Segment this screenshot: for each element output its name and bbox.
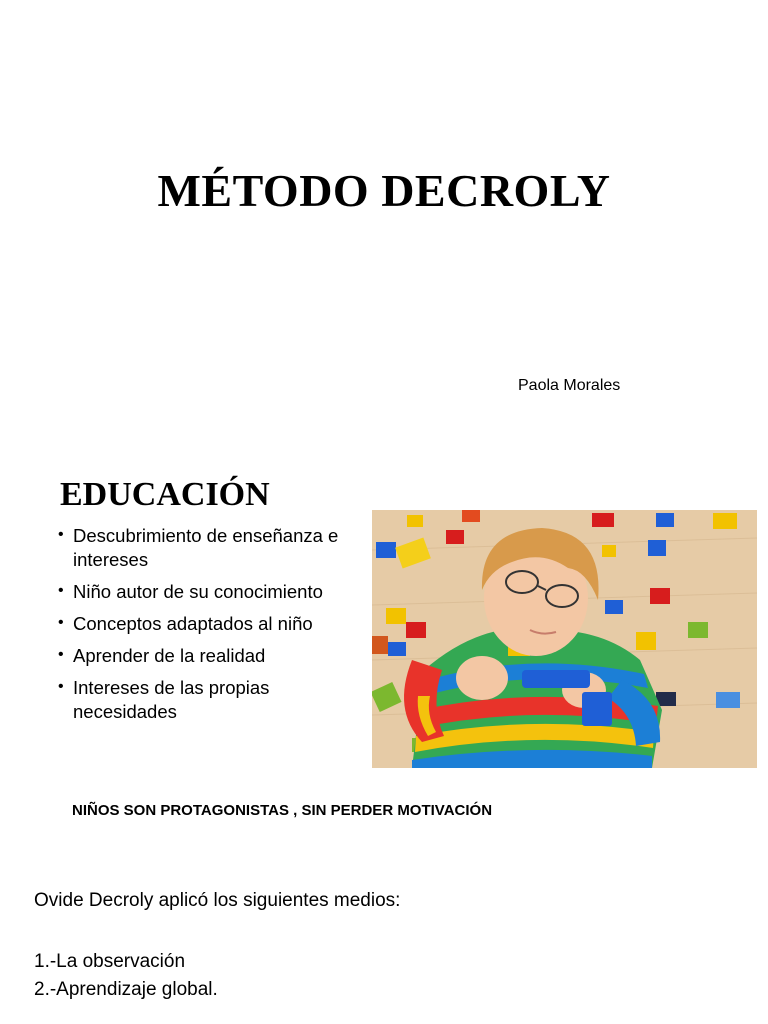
bullet-item: • Descubrimiento de enseñanza e intereses: [58, 524, 363, 572]
photo-illustration: [372, 510, 757, 768]
tagline: NIÑOS SON PROTAGONISTAS , SIN PERDER MOTIVACIÓN: [72, 802, 493, 819]
education-bullet-list: [58, 524, 363, 732]
bullet-item: • Aprender de la realidad: [58, 644, 363, 668]
bullet-item: • Niño autor de su conocimiento: [58, 580, 363, 604]
bullet-item: • Conceptos adaptados al niño: [58, 612, 363, 636]
document-title: MÉTODO DECROLY: [157, 165, 611, 216]
author-name: Paola Morales: [518, 377, 621, 394]
bullet-item: • Intereses de las propias necesidades: [58, 676, 363, 724]
intro-text: Ovide Decroly aplicó los siguientes medios:: [34, 890, 401, 911]
section-heading: EDUCACIÓN: [60, 476, 270, 513]
method-item: 2.-Aprendizaje global.: [34, 979, 218, 1000]
method-item: 1.-La observación: [34, 951, 186, 972]
methods-list: [34, 948, 218, 1004]
child-with-lego-photo: [372, 510, 757, 768]
